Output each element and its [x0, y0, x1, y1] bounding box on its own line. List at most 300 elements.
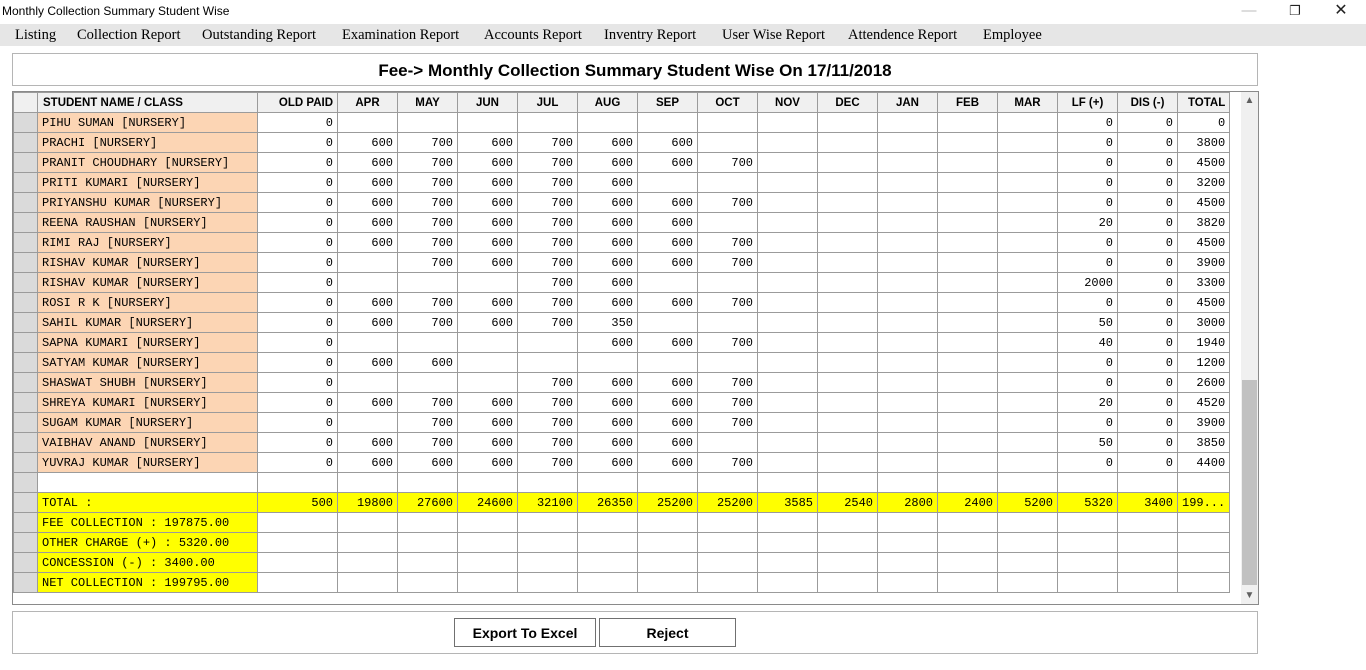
student-name-cell[interactable]: ROSI R K [NURSERY] — [38, 293, 258, 313]
amount-cell[interactable] — [818, 413, 878, 433]
amount-cell[interactable]: 600 — [578, 233, 638, 253]
amount-cell[interactable] — [818, 273, 878, 293]
amount-cell[interactable]: 0 — [258, 373, 338, 393]
row-header[interactable] — [14, 333, 38, 353]
amount-cell[interactable]: 600 — [578, 173, 638, 193]
table-row[interactable] — [14, 173, 1230, 193]
amount-cell[interactable]: 600 — [458, 413, 518, 433]
col-header-feb[interactable]: FEB — [938, 93, 998, 113]
amount-cell[interactable]: 0 — [1058, 193, 1118, 213]
total-amount-cell[interactable]: 27600 — [398, 493, 458, 513]
amount-cell[interactable]: 3900 — [1178, 253, 1230, 273]
amount-cell[interactable]: 600 — [638, 413, 698, 433]
amount-cell[interactable]: 600 — [458, 253, 518, 273]
amount-cell[interactable] — [998, 433, 1058, 453]
amount-cell[interactable]: 600 — [338, 453, 398, 473]
amount-cell[interactable]: 4520 — [1178, 393, 1230, 413]
amount-cell[interactable] — [818, 293, 878, 313]
amount-cell[interactable]: 600 — [578, 293, 638, 313]
amount-cell[interactable] — [878, 373, 938, 393]
amount-cell[interactable]: 600 — [458, 193, 518, 213]
amount-cell[interactable] — [458, 353, 518, 373]
amount-cell[interactable]: 600 — [638, 253, 698, 273]
amount-cell[interactable]: 0 — [1058, 133, 1118, 153]
amount-cell[interactable]: 700 — [698, 193, 758, 213]
amount-cell[interactable]: 700 — [698, 413, 758, 433]
row-header[interactable] — [14, 133, 38, 153]
row-header[interactable] — [14, 313, 38, 333]
amount-cell[interactable] — [938, 333, 998, 353]
amount-cell[interactable]: 1940 — [1178, 333, 1230, 353]
amount-cell[interactable]: 40 — [1058, 333, 1118, 353]
amount-cell[interactable]: 4500 — [1178, 153, 1230, 173]
student-name-cell[interactable]: SHREYA KUMARI [NURSERY] — [38, 393, 258, 413]
amount-cell[interactable] — [878, 333, 938, 353]
amount-cell[interactable]: 700 — [518, 433, 578, 453]
table-row[interactable] — [14, 113, 1230, 133]
amount-cell[interactable] — [818, 173, 878, 193]
amount-cell[interactable] — [638, 173, 698, 193]
col-header-jun[interactable]: JUN — [458, 93, 518, 113]
amount-cell[interactable] — [938, 233, 998, 253]
col-header-dis[interactable]: DIS (-) — [1118, 93, 1178, 113]
amount-cell[interactable]: 700 — [398, 413, 458, 433]
amount-cell[interactable]: 2000 — [1058, 273, 1118, 293]
amount-cell[interactable]: 0 — [258, 393, 338, 413]
amount-cell[interactable]: 700 — [398, 133, 458, 153]
amount-cell[interactable]: 600 — [638, 133, 698, 153]
amount-cell[interactable]: 600 — [578, 373, 638, 393]
amount-cell[interactable] — [458, 273, 518, 293]
total-amount-cell[interactable]: 3585 — [758, 493, 818, 513]
menu-listing[interactable]: Listing — [15, 27, 57, 43]
amount-cell[interactable]: 0 — [1118, 393, 1178, 413]
amount-cell[interactable]: 0 — [258, 273, 338, 293]
row-header[interactable] — [14, 193, 38, 213]
amount-cell[interactable] — [938, 413, 998, 433]
amount-cell[interactable]: 600 — [338, 293, 398, 313]
amount-cell[interactable]: 600 — [338, 353, 398, 373]
amount-cell[interactable]: 600 — [638, 393, 698, 413]
amount-cell[interactable]: 700 — [398, 173, 458, 193]
amount-cell[interactable] — [878, 153, 938, 173]
amount-cell[interactable]: 600 — [458, 213, 518, 233]
student-name-cell[interactable]: YUVRAJ KUMAR [NURSERY] — [38, 453, 258, 473]
amount-cell[interactable]: 0 — [1058, 453, 1118, 473]
row-header[interactable] — [14, 393, 38, 413]
amount-cell[interactable]: 0 — [258, 153, 338, 173]
amount-cell[interactable]: 700 — [518, 293, 578, 313]
menu-employee[interactable]: Employee — [983, 27, 1042, 43]
amount-cell[interactable] — [758, 453, 818, 473]
amount-cell[interactable]: 600 — [578, 133, 638, 153]
amount-cell[interactable] — [938, 313, 998, 333]
amount-cell[interactable]: 0 — [1058, 293, 1118, 313]
col-header-dec[interactable]: DEC — [818, 93, 878, 113]
amount-cell[interactable]: 0 — [1118, 273, 1178, 293]
amount-cell[interactable]: 700 — [518, 413, 578, 433]
amount-cell[interactable] — [818, 253, 878, 273]
student-name-cell[interactable]: SATYAM KUMAR [NURSERY] — [38, 353, 258, 373]
total-amount-cell[interactable]: 19800 — [338, 493, 398, 513]
table-row[interactable] — [14, 133, 1230, 153]
amount-cell[interactable] — [818, 233, 878, 253]
amount-cell[interactable] — [878, 213, 938, 233]
amount-cell[interactable] — [878, 193, 938, 213]
amount-cell[interactable]: 0 — [1058, 413, 1118, 433]
amount-cell[interactable]: 3850 — [1178, 433, 1230, 453]
amount-cell[interactable]: 0 — [1118, 153, 1178, 173]
amount-cell[interactable] — [938, 253, 998, 273]
amount-cell[interactable]: 600 — [398, 453, 458, 473]
amount-cell[interactable]: 2600 — [1178, 373, 1230, 393]
amount-cell[interactable]: 0 — [258, 173, 338, 193]
menu-attendence-report[interactable]: Attendence Report — [848, 27, 958, 43]
amount-cell[interactable]: 0 — [1118, 213, 1178, 233]
amount-cell[interactable] — [758, 293, 818, 313]
row-header[interactable] — [14, 113, 38, 133]
row-header[interactable] — [14, 373, 38, 393]
amount-cell[interactable]: 0 — [258, 253, 338, 273]
amount-cell[interactable] — [998, 273, 1058, 293]
amount-cell[interactable] — [758, 433, 818, 453]
total-amount-cell[interactable]: 199... — [1178, 493, 1230, 513]
amount-cell[interactable]: 0 — [1118, 333, 1178, 353]
amount-cell[interactable] — [818, 213, 878, 233]
amount-cell[interactable] — [998, 253, 1058, 273]
amount-cell[interactable] — [458, 333, 518, 353]
amount-cell[interactable]: 0 — [258, 433, 338, 453]
table-row[interactable] — [14, 353, 1230, 373]
vertical-scrollbar[interactable] — [1241, 92, 1258, 604]
amount-cell[interactable] — [818, 153, 878, 173]
amount-cell[interactable]: 0 — [1058, 233, 1118, 253]
amount-cell[interactable]: 600 — [458, 173, 518, 193]
amount-cell[interactable] — [758, 153, 818, 173]
amount-cell[interactable]: 0 — [1058, 353, 1118, 373]
amount-cell[interactable]: 700 — [698, 333, 758, 353]
scroll-up-icon[interactable]: ▲ — [1244, 95, 1255, 106]
menu-collection-report[interactable]: Collection Report — [77, 27, 181, 43]
amount-cell[interactable] — [938, 373, 998, 393]
amount-cell[interactable]: 700 — [698, 153, 758, 173]
amount-cell[interactable] — [938, 433, 998, 453]
col-header-old-paid[interactable]: OLD PAID — [258, 93, 338, 113]
amount-cell[interactable]: 600 — [638, 373, 698, 393]
amount-cell[interactable]: 0 — [1118, 413, 1178, 433]
amount-cell[interactable]: 0 — [1118, 293, 1178, 313]
col-header-mar[interactable]: MAR — [998, 93, 1058, 113]
amount-cell[interactable]: 600 — [338, 193, 398, 213]
amount-cell[interactable] — [998, 153, 1058, 173]
amount-cell[interactable]: 0 — [1118, 233, 1178, 253]
amount-cell[interactable]: 700 — [398, 293, 458, 313]
amount-cell[interactable] — [398, 333, 458, 353]
table-row[interactable] — [14, 253, 1230, 273]
amount-cell[interactable]: 700 — [698, 393, 758, 413]
amount-cell[interactable]: 600 — [458, 313, 518, 333]
amount-cell[interactable]: 600 — [398, 353, 458, 373]
amount-cell[interactable]: 700 — [518, 453, 578, 473]
col-header-total[interactable]: TOTAL — [1178, 93, 1230, 113]
amount-cell[interactable] — [758, 173, 818, 193]
amount-cell[interactable]: 700 — [518, 133, 578, 153]
total-amount-cell[interactable]: 24600 — [458, 493, 518, 513]
amount-cell[interactable] — [758, 253, 818, 273]
table-row[interactable] — [14, 373, 1230, 393]
amount-cell[interactable] — [938, 353, 998, 373]
amount-cell[interactable] — [878, 173, 938, 193]
amount-cell[interactable] — [758, 233, 818, 253]
row-header[interactable] — [14, 213, 38, 233]
amount-cell[interactable] — [938, 113, 998, 133]
amount-cell[interactable] — [878, 293, 938, 313]
row-header[interactable] — [14, 273, 38, 293]
amount-cell[interactable] — [338, 333, 398, 353]
total-amount-cell[interactable]: 26350 — [578, 493, 638, 513]
row-header[interactable] — [14, 433, 38, 453]
col-header-aug[interactable]: AUG — [578, 93, 638, 113]
menu-accounts-report[interactable]: Accounts Report — [484, 27, 582, 43]
amount-cell[interactable] — [698, 433, 758, 453]
amount-cell[interactable] — [758, 333, 818, 353]
amount-cell[interactable]: 700 — [518, 373, 578, 393]
amount-cell[interactable]: 50 — [1058, 433, 1118, 453]
amount-cell[interactable] — [818, 193, 878, 213]
amount-cell[interactable]: 700 — [698, 293, 758, 313]
amount-cell[interactable]: 600 — [578, 393, 638, 413]
amount-cell[interactable]: 700 — [518, 273, 578, 293]
amount-cell[interactable]: 600 — [638, 293, 698, 313]
amount-cell[interactable] — [698, 353, 758, 373]
amount-cell[interactable]: 4500 — [1178, 193, 1230, 213]
amount-cell[interactable]: 20 — [1058, 393, 1118, 413]
amount-cell[interactable]: 600 — [638, 433, 698, 453]
amount-cell[interactable]: 700 — [518, 253, 578, 273]
col-header-may[interactable]: MAY — [398, 93, 458, 113]
amount-cell[interactable] — [818, 393, 878, 413]
scroll-thumb[interactable] — [1242, 380, 1257, 585]
amount-cell[interactable]: 700 — [398, 193, 458, 213]
amount-cell[interactable]: 600 — [338, 393, 398, 413]
row-header[interactable] — [14, 293, 38, 313]
row-header[interactable] — [14, 453, 38, 473]
amount-cell[interactable]: 3200 — [1178, 173, 1230, 193]
amount-cell[interactable] — [338, 253, 398, 273]
amount-cell[interactable] — [938, 293, 998, 313]
row-header[interactable] — [14, 353, 38, 373]
amount-cell[interactable]: 700 — [398, 213, 458, 233]
amount-cell[interactable] — [758, 353, 818, 373]
amount-cell[interactable] — [938, 153, 998, 173]
total-amount-cell[interactable]: 32100 — [518, 493, 578, 513]
col-header-nov[interactable]: NOV — [758, 93, 818, 113]
amount-cell[interactable] — [638, 113, 698, 133]
total-amount-cell[interactable]: 2540 — [818, 493, 878, 513]
amount-cell[interactable] — [398, 113, 458, 133]
amount-cell[interactable]: 600 — [458, 453, 518, 473]
amount-cell[interactable]: 600 — [578, 193, 638, 213]
table-row[interactable] — [14, 413, 1230, 433]
student-name-cell[interactable]: PRIYANSHU KUMAR [NURSERY] — [38, 193, 258, 213]
amount-cell[interactable] — [698, 213, 758, 233]
amount-cell[interactable] — [518, 333, 578, 353]
amount-cell[interactable] — [998, 453, 1058, 473]
table-row[interactable] — [14, 393, 1230, 413]
amount-cell[interactable] — [818, 433, 878, 453]
table-row[interactable] — [14, 433, 1230, 453]
menu-outstanding-report[interactable]: Outstanding Report — [202, 27, 316, 43]
amount-cell[interactable]: 600 — [338, 433, 398, 453]
amount-cell[interactable]: 700 — [518, 313, 578, 333]
student-name-cell[interactable]: SUGAM KUMAR [NURSERY] — [38, 413, 258, 433]
table-row[interactable] — [14, 233, 1230, 253]
amount-cell[interactable]: 0 — [1058, 173, 1118, 193]
total-label-cell[interactable]: TOTAL : — [38, 493, 258, 513]
amount-cell[interactable] — [998, 233, 1058, 253]
amount-cell[interactable] — [758, 193, 818, 213]
amount-cell[interactable] — [878, 393, 938, 413]
amount-cell[interactable] — [638, 273, 698, 293]
reject-button[interactable]: Reject — [599, 618, 736, 647]
amount-cell[interactable]: 600 — [338, 153, 398, 173]
amount-cell[interactable]: 0 — [258, 453, 338, 473]
amount-cell[interactable]: 600 — [638, 233, 698, 253]
table-row[interactable] — [14, 213, 1230, 233]
amount-cell[interactable] — [578, 113, 638, 133]
amount-cell[interactable] — [518, 113, 578, 133]
col-header-apr[interactable]: APR — [338, 93, 398, 113]
amount-cell[interactable]: 600 — [638, 153, 698, 173]
amount-cell[interactable]: 0 — [1058, 373, 1118, 393]
student-name-cell[interactable]: RISHAV KUMAR [NURSERY] — [38, 253, 258, 273]
amount-cell[interactable] — [698, 133, 758, 153]
amount-cell[interactable]: 700 — [398, 233, 458, 253]
amount-cell[interactable] — [998, 333, 1058, 353]
amount-cell[interactable]: 700 — [698, 233, 758, 253]
amount-cell[interactable]: 3000 — [1178, 313, 1230, 333]
amount-cell[interactable]: 600 — [338, 213, 398, 233]
amount-cell[interactable]: 700 — [698, 453, 758, 473]
amount-cell[interactable]: 0 — [1058, 253, 1118, 273]
amount-cell[interactable]: 0 — [1118, 253, 1178, 273]
amount-cell[interactable] — [878, 433, 938, 453]
amount-cell[interactable]: 20 — [1058, 213, 1118, 233]
row-header[interactable] — [14, 173, 38, 193]
amount-cell[interactable] — [878, 233, 938, 253]
amount-cell[interactable] — [758, 413, 818, 433]
menu-inventry-report[interactable]: Inventry Report — [604, 27, 697, 43]
amount-cell[interactable] — [878, 353, 938, 373]
amount-cell[interactable] — [458, 113, 518, 133]
amount-cell[interactable]: 600 — [638, 333, 698, 353]
amount-cell[interactable]: 1200 — [1178, 353, 1230, 373]
amount-cell[interactable]: 50 — [1058, 313, 1118, 333]
total-amount-cell[interactable]: 2800 — [878, 493, 938, 513]
amount-cell[interactable]: 0 — [258, 313, 338, 333]
student-name-cell[interactable]: PRANIT CHOUDHARY [NURSERY] — [38, 153, 258, 173]
amount-cell[interactable]: 600 — [338, 233, 398, 253]
collection-grid[interactable] — [12, 91, 1259, 605]
amount-cell[interactable]: 600 — [578, 213, 638, 233]
menu-examination-report[interactable]: Examination Report — [342, 27, 460, 43]
amount-cell[interactable] — [638, 353, 698, 373]
row-header[interactable] — [14, 253, 38, 273]
amount-cell[interactable]: 600 — [578, 433, 638, 453]
amount-cell[interactable]: 600 — [578, 333, 638, 353]
amount-cell[interactable] — [758, 133, 818, 153]
amount-cell[interactable] — [818, 453, 878, 473]
export-to-excel-button[interactable]: Export To Excel — [454, 618, 596, 647]
amount-cell[interactable] — [878, 253, 938, 273]
amount-cell[interactable] — [938, 193, 998, 213]
amount-cell[interactable] — [818, 353, 878, 373]
amount-cell[interactable] — [998, 213, 1058, 233]
amount-cell[interactable] — [698, 273, 758, 293]
student-name-cell[interactable]: VAIBHAV ANAND [NURSERY] — [38, 433, 258, 453]
amount-cell[interactable]: 700 — [518, 173, 578, 193]
total-amount-cell[interactable]: 5200 — [998, 493, 1058, 513]
amount-cell[interactable]: 700 — [518, 393, 578, 413]
amount-cell[interactable]: 4400 — [1178, 453, 1230, 473]
amount-cell[interactable]: 4500 — [1178, 233, 1230, 253]
amount-cell[interactable] — [758, 213, 818, 233]
amount-cell[interactable]: 0 — [1178, 113, 1230, 133]
amount-cell[interactable]: 0 — [1118, 173, 1178, 193]
amount-cell[interactable]: 600 — [578, 253, 638, 273]
amount-cell[interactable] — [458, 373, 518, 393]
amount-cell[interactable]: 600 — [458, 393, 518, 413]
amount-cell[interactable] — [998, 173, 1058, 193]
amount-cell[interactable]: 0 — [258, 353, 338, 373]
amount-cell[interactable] — [998, 373, 1058, 393]
amount-cell[interactable] — [998, 313, 1058, 333]
amount-cell[interactable]: 700 — [698, 253, 758, 273]
amount-cell[interactable] — [698, 113, 758, 133]
amount-cell[interactable]: 600 — [578, 153, 638, 173]
amount-cell[interactable]: 700 — [518, 233, 578, 253]
amount-cell[interactable]: 0 — [258, 113, 338, 133]
amount-cell[interactable] — [338, 373, 398, 393]
amount-cell[interactable] — [338, 113, 398, 133]
amount-cell[interactable]: 700 — [398, 433, 458, 453]
amount-cell[interactable] — [878, 413, 938, 433]
total-amount-cell[interactable]: 500 — [258, 493, 338, 513]
close-icon[interactable]: ✕ — [1334, 2, 1348, 19]
amount-cell[interactable] — [998, 133, 1058, 153]
table-row[interactable] — [14, 313, 1230, 333]
table-row[interactable] — [14, 193, 1230, 213]
student-name-cell[interactable]: SHASWAT SHUBH [NURSERY] — [38, 373, 258, 393]
amount-cell[interactable]: 600 — [638, 453, 698, 473]
amount-cell[interactable]: 0 — [1058, 113, 1118, 133]
amount-cell[interactable] — [698, 173, 758, 193]
amount-cell[interactable]: 0 — [1118, 313, 1178, 333]
amount-cell[interactable]: 0 — [258, 333, 338, 353]
amount-cell[interactable] — [878, 133, 938, 153]
amount-cell[interactable]: 3820 — [1178, 213, 1230, 233]
amount-cell[interactable]: 600 — [578, 453, 638, 473]
table-row[interactable] — [14, 293, 1230, 313]
row-header[interactable] — [14, 153, 38, 173]
amount-cell[interactable] — [818, 133, 878, 153]
student-name-cell[interactable]: PRACHI [NURSERY] — [38, 133, 258, 153]
restore-icon[interactable]: ❐ — [1289, 3, 1301, 18]
amount-cell[interactable]: 700 — [398, 393, 458, 413]
amount-cell[interactable] — [878, 113, 938, 133]
amount-cell[interactable] — [998, 413, 1058, 433]
student-name-cell[interactable]: PRITI KUMARI [NURSERY] — [38, 173, 258, 193]
